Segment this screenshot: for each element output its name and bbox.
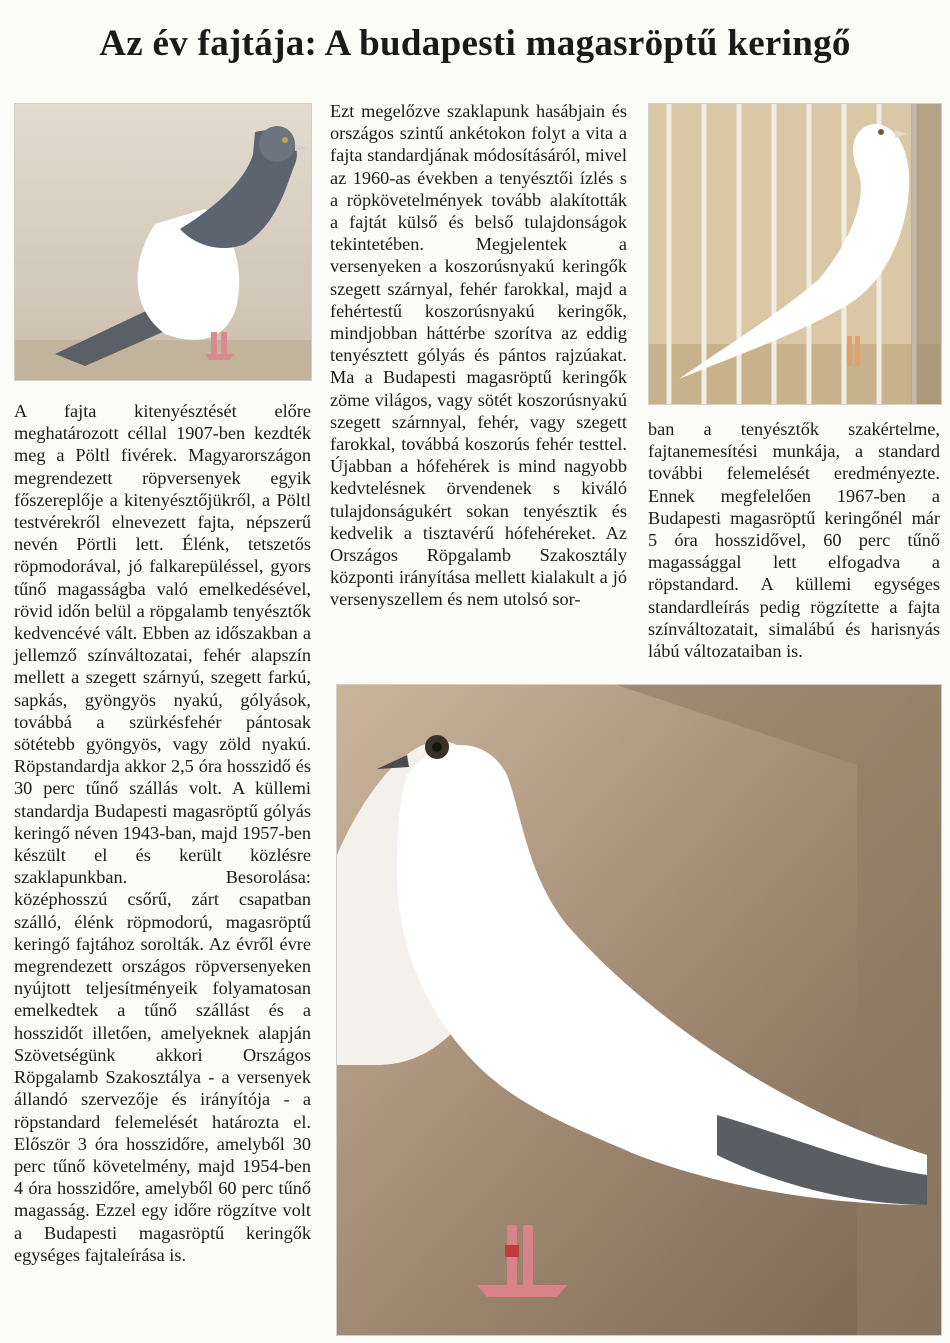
article-column-3 bbox=[648, 418, 940, 662]
article-paragraph-2: Ezt megelőzve szaklapunk hasábjain és országos szintű ankétokon folyt a vita a fajta standardjának módosításáról, mivel az 1960-as években a tenyésztői ízlés s a röpkövetelmények tovább alakították a fajtát külső és belső tulajdonságok tekintetében. Megjelentek a versenyeken a koszorúsnyakú keringők szegett szárnyal, fehér farokkal, majd a fehértestű koszorúsnyakú keringők, mindjobban háttérbe szorítva az eddig tenyésztett gólyás és pántos rajzúakat. Ma a Budapesti magasröptű keringők zöme világos, vagy sötét koszorúsnyakú szegett szárnnyal, fehér, vagy szegett farokkal, továbbá koszorús fehér testtel. Újabban a hófehérek is mind nagyobb kedvtelésnek örvendenek s kiváló tulajdonságukért sokan tenyésztik és kedvelik a tisztavérű hófehéreket. Az Országos Röpgalamb Szakosztály központi irányítása mellett kialakult a jó versenyszellem és nem utolsó sor- bbox=[330, 101, 627, 610]
white-pigeon-closeup-photo bbox=[336, 684, 942, 1336]
article-paragraph-3: ban a tenyésztők szakértelme, fajtanemesítési munkája, a standard további felemelését eredményezte. Ennek megfelelően 1967-ben a Budapesti magasröptű keringőnél már 5 óra hosszidővel, 60 perc tűnő magassággal lett elfogadva a röpstandard. A küllemi egységes standardleírás pedig rögzítette a fajta színváltozatait, simalábú és harisnyás lábú változataiban is. bbox=[648, 419, 940, 662]
article-paragraph-1: A fajta kitenyésztését előre meghatározott céllal 1907-ben kezdték meg a Pöltl fivérek. Magyarországon megrendezett röpversenyek egyik főszereplője a kitenyésztőjükről, a Pöltl testvérekről elnevezett fajta, népszerű nevén Pörtli lett. Élénk, tetszetős röpmodorával, jó falkarepüléssel, gyors tűnő magasságba való emelkedésével, rövid időn belül a röpgalamb tenyésztők kedvencévé vált. Ebben az időszakban a jellemző színváltozatai, fehér alapszín mellett a szegett szárnyú, szegett farkú, sapkás, gyöngyös nyakú, gólyások, továbbá a szürkésfehér pántosak sötétebb gyöngyös, vagy zöld nyakú. Röpstandardja akkor 2,5 óra hosszidő és 30 perc tűnő szállás volt. A küllemi standardja Budapesti magasröptű gólyás keringő néven 1943-ban, majd 1957-ben készült el és került közlésre szaklapunkban. Besorolása: középhosszú csőrű, zárt csapatban szálló, élénk röpmodorú, magasröptű keringő fajtához sorolták. Az évről évre megrendezett országos röpversenyeken nyújtott teljesítményeik folyamatosan emelkedtek a tűnő szállást és a hosszidőt illetően, amelyeknek alapján Szövetségünk akkori Országos Röpgalamb Szakosztálya - a versenyek állandó szervezője és irányítója - a röpstandard felemelését határozta el. Először 3 óra hosszidőre, amelyből 30 perc tűnő követelmény, majd 1954-ben 4 óra hosszidőre, amelyből 60 perc tűnő magasság. Ezzel egy időre rögzítve volt a Budapesti magasröptű keringők egységes fajtaleírása is. bbox=[14, 401, 311, 1265]
white-pigeon-cage-photo bbox=[648, 103, 942, 405]
article-column-2 bbox=[330, 100, 627, 611]
page-title: Az év fajtája: A budapesti magasröptű keringő bbox=[99, 23, 851, 64]
article-column-1 bbox=[14, 400, 311, 1266]
dark-neck-pigeon-photo bbox=[14, 103, 312, 381]
